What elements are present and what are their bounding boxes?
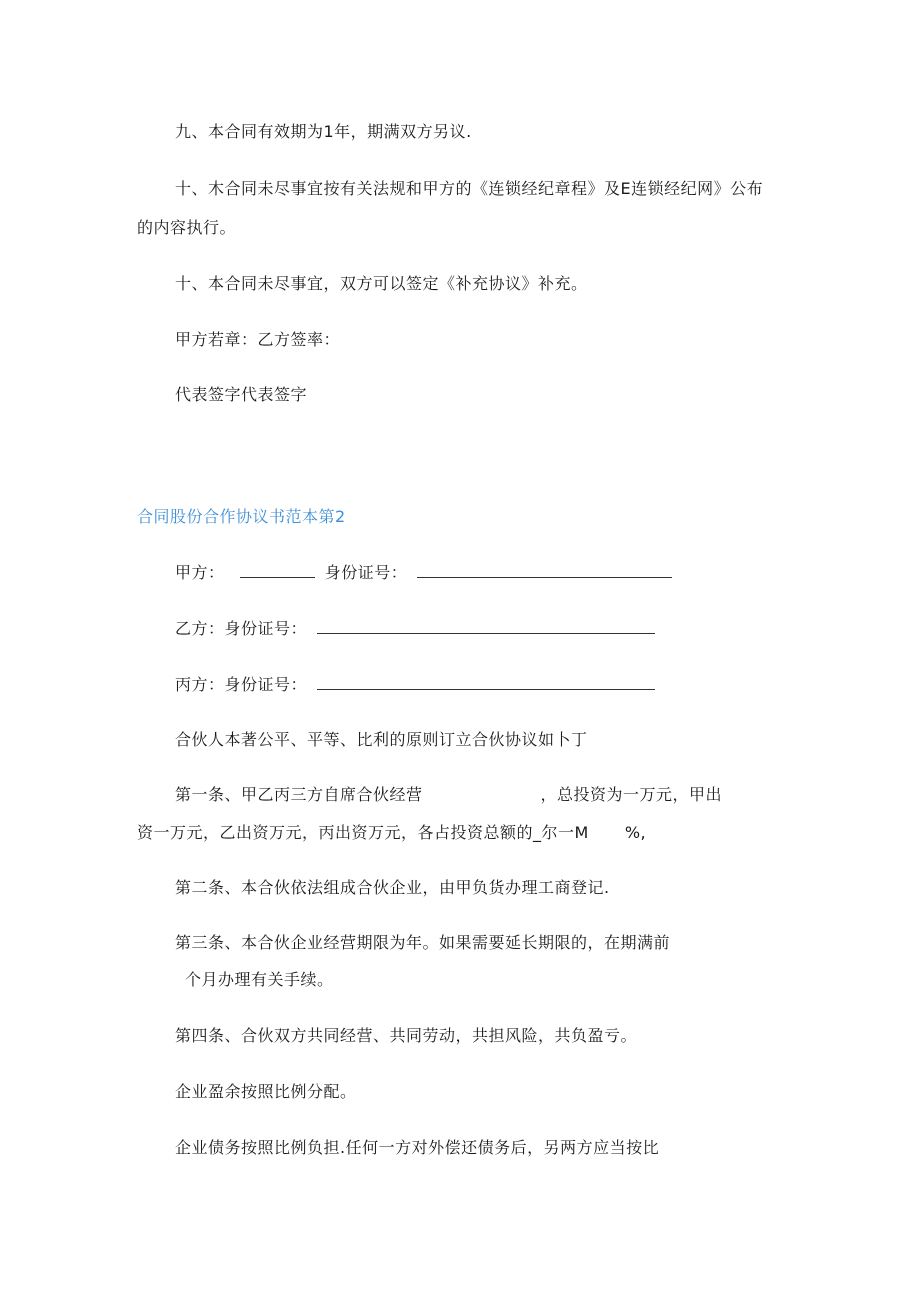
intro-paragraph: 合伙人本著公平、平等、比利的原则订立合伙协议如卜丁 — [175, 730, 588, 749]
signature-line: 甲方若章：乙方签率： — [175, 330, 341, 349]
section-heading: 合同股份合作协议书范本第2 — [137, 507, 346, 526]
party-jia-row — [175, 563, 672, 583]
party-bing-id-blank — [317, 675, 655, 690]
article-4: 第四条、合伙双方共同经营、共同劳动，共担风险，共负盈亏。 — [175, 1026, 638, 1045]
party-jia-id-label: 身份证号： — [324, 563, 408, 582]
profit-paragraph: 企业盈余按照比例分配。 — [175, 1082, 357, 1101]
article-1-line-2 — [137, 823, 646, 843]
party-jia-label: 甲方： — [175, 563, 225, 582]
representative-line: 代表签字代表签字 — [175, 385, 308, 404]
party-yi-id-blank — [317, 619, 655, 634]
article-1-line-2-part-b: %, — [624, 823, 647, 842]
article-1-line-1 — [175, 785, 722, 805]
article-1-line-2-part-a: 资一万元，乙出资万元，丙出资万元，各占投资总额的_尔一M — [137, 823, 589, 842]
party-yi-label: 乙方：身份证号： — [175, 619, 308, 638]
clause-11: 十、本合同未尽事宜，双方可以签定《补充协议》补充。 — [175, 274, 588, 293]
article-2: 第二条、本合伙依法组成合伙企业，由甲负货办理工商登记. — [175, 878, 610, 897]
article-3-line-1: 第三条、本合伙企业经营期限为年。如果需要延长期限的，在期满前 — [175, 933, 671, 952]
article-1-part-a: 第一条、甲乙丙三方自席合伙经营 — [175, 785, 423, 804]
party-bing-label: 丙方：身份证号： — [175, 675, 308, 694]
article-3-line-2: 个月办理有关手续。 — [185, 970, 334, 989]
party-yi-row — [175, 619, 655, 639]
debt-paragraph: 企业债务按照比例负担.任何一方对外偿还债务后，另两方应当按比 — [175, 1138, 660, 1157]
party-bing-row — [175, 675, 655, 695]
party-jia-name-blank — [240, 563, 315, 578]
clause-10-line-2: 的内容执行。 — [137, 218, 237, 237]
party-jia-id-blank — [417, 563, 672, 578]
clause-9: 九、本合同有效期为1年，期满双方另议. — [175, 122, 472, 141]
clause-10-line-1: 十、木合同未尽事宜按有关法规和甲方的《连锁经纪章程》及E连锁经纪网》公布 — [175, 179, 764, 198]
article-1-part-b: ，总投资为一万元，甲出 — [540, 785, 723, 804]
